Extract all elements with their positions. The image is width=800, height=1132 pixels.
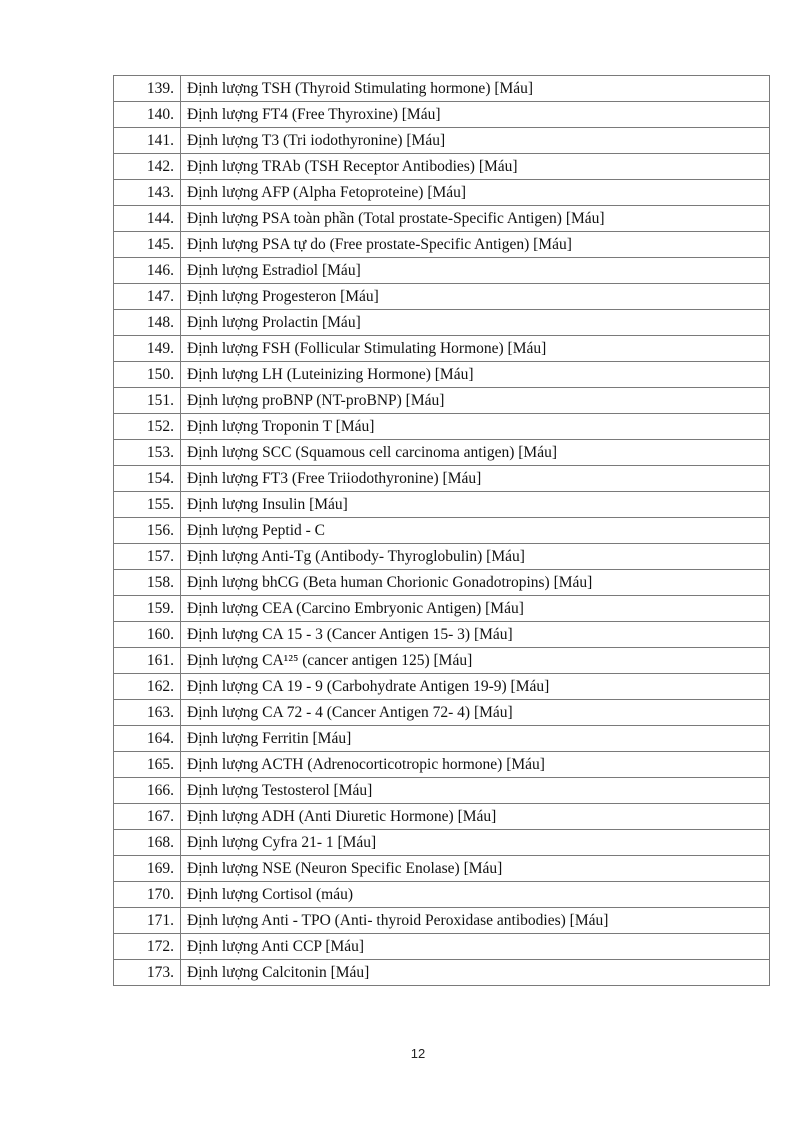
row-text: Định lượng Estradiol [Máu] <box>181 258 770 284</box>
table-row <box>114 336 770 362</box>
row-number: 154. <box>114 466 181 492</box>
table-row <box>114 388 770 414</box>
table-row <box>114 284 770 310</box>
row-text: Định lượng Progesteron [Máu] <box>181 284 770 310</box>
table-row <box>114 726 770 752</box>
table-row <box>114 128 770 154</box>
row-number: 147. <box>114 284 181 310</box>
row-text: Định lượng Anti - TPO (Anti- thyroid Peroxidase antibodies) [Máu] <box>181 908 770 934</box>
row-text: Định lượng SCC (Squamous cell carcinoma antigen) [Máu] <box>181 440 770 466</box>
row-text: Định lượng AFP (Alpha Fetoproteine) [Máu] <box>181 180 770 206</box>
row-number: 159. <box>114 596 181 622</box>
row-number: 142. <box>114 154 181 180</box>
row-text: Định lượng proBNP (NT-proBNP) [Máu] <box>181 388 770 414</box>
table-row <box>114 466 770 492</box>
row-number: 156. <box>114 518 181 544</box>
table-row <box>114 206 770 232</box>
row-text: Định lượng Calcitonin [Máu] <box>181 960 770 986</box>
row-number: 163. <box>114 700 181 726</box>
row-number: 171. <box>114 908 181 934</box>
table-row <box>114 102 770 128</box>
row-text: Định lượng FSH (Follicular Stimulating Hormone) [Máu] <box>181 336 770 362</box>
row-text: Định lượng FT3 (Free Triiodothyronine) [Máu] <box>181 466 770 492</box>
table-row <box>114 700 770 726</box>
page-number: 12 <box>410 1046 426 1061</box>
row-number: 151. <box>114 388 181 414</box>
row-text: Định lượng CA 72 - 4 (Cancer Antigen 72- 4) [Máu] <box>181 700 770 726</box>
row-text: Định lượng CEA (Carcino Embryonic Antigen) [Máu] <box>181 596 770 622</box>
table-row <box>114 856 770 882</box>
table-row <box>114 544 770 570</box>
row-number: 170. <box>114 882 181 908</box>
table-row <box>114 518 770 544</box>
table-row <box>114 258 770 284</box>
table-row <box>114 804 770 830</box>
row-number: 148. <box>114 310 181 336</box>
row-text: Định lượng ADH (Anti Diuretic Hormone) [Máu] <box>181 804 770 830</box>
row-number: 161. <box>114 648 181 674</box>
row-number: 143. <box>114 180 181 206</box>
row-text: Định lượng LH (Luteinizing Hormone) [Máu] <box>181 362 770 388</box>
row-number: 169. <box>114 856 181 882</box>
row-number: 167. <box>114 804 181 830</box>
row-number: 160. <box>114 622 181 648</box>
row-text: Định lượng Cortisol (máu) <box>181 882 770 908</box>
table-row <box>114 908 770 934</box>
table-row <box>114 310 770 336</box>
row-text: Định lượng Insulin [Máu] <box>181 492 770 518</box>
table-row <box>114 76 770 102</box>
row-text: Định lượng Ferritin [Máu] <box>181 726 770 752</box>
row-number: 166. <box>114 778 181 804</box>
row-text: Định lượng Peptid - C <box>181 518 770 544</box>
row-number: 165. <box>114 752 181 778</box>
table-row <box>114 232 770 258</box>
row-text: Định lượng Prolactin [Máu] <box>181 310 770 336</box>
row-number: 172. <box>114 934 181 960</box>
row-text: Định lượng Anti-Tg (Antibody- Thyroglobulin) [Máu] <box>181 544 770 570</box>
row-text: Định lượng T3 (Tri iodothyronine) [Máu] <box>181 128 770 154</box>
table-row <box>114 622 770 648</box>
row-text: Định lượng CA¹²⁵ (cancer antigen 125) [Máu] <box>181 648 770 674</box>
test-list-table-body <box>114 76 770 986</box>
row-text: Định lượng Testosterol [Máu] <box>181 778 770 804</box>
table-row <box>114 752 770 778</box>
row-text: Định lượng ACTH (Adrenocorticotropic hormone) [Máu] <box>181 752 770 778</box>
test-list-table <box>113 75 770 986</box>
table-row <box>114 960 770 986</box>
row-text: Định lượng PSA toàn phần (Total prostate-Specific Antigen) [Máu] <box>181 206 770 232</box>
row-number: 139. <box>114 76 181 102</box>
row-text: Định lượng Anti CCP [Máu] <box>181 934 770 960</box>
table-row <box>114 882 770 908</box>
table-row <box>114 154 770 180</box>
table-row <box>114 596 770 622</box>
table-row <box>114 440 770 466</box>
table-row <box>114 570 770 596</box>
row-text: Định lượng TRAb (TSH Receptor Antibodies) [Máu] <box>181 154 770 180</box>
table-row <box>114 492 770 518</box>
row-text: Định lượng CA 15 - 3 (Cancer Antigen 15- 3) [Máu] <box>181 622 770 648</box>
row-number: 173. <box>114 960 181 986</box>
row-number: 145. <box>114 232 181 258</box>
row-number: 153. <box>114 440 181 466</box>
row-number: 168. <box>114 830 181 856</box>
row-number: 144. <box>114 206 181 232</box>
row-number: 157. <box>114 544 181 570</box>
table-row <box>114 934 770 960</box>
table-row <box>114 180 770 206</box>
row-text: Định lượng Troponin T [Máu] <box>181 414 770 440</box>
row-number: 140. <box>114 102 181 128</box>
row-number: 158. <box>114 570 181 596</box>
row-text: Định lượng TSH (Thyroid Stimulating hormone) [Máu] <box>181 76 770 102</box>
row-text: Định lượng FT4 (Free Thyroxine) [Máu] <box>181 102 770 128</box>
table-row <box>114 362 770 388</box>
table-row <box>114 830 770 856</box>
row-number: 141. <box>114 128 181 154</box>
row-number: 149. <box>114 336 181 362</box>
row-text: Định lượng NSE (Neuron Specific Enolase) [Máu] <box>181 856 770 882</box>
table-row <box>114 674 770 700</box>
row-text: Định lượng PSA tự do (Free prostate-Specific Antigen) [Máu] <box>181 232 770 258</box>
row-number: 146. <box>114 258 181 284</box>
row-number: 162. <box>114 674 181 700</box>
table-row <box>114 778 770 804</box>
row-number: 152. <box>114 414 181 440</box>
table-row <box>114 648 770 674</box>
table-row <box>114 414 770 440</box>
row-number: 155. <box>114 492 181 518</box>
row-text: Định lượng Cyfra 21- 1 [Máu] <box>181 830 770 856</box>
row-number: 164. <box>114 726 181 752</box>
row-text: Định lượng CA 19 - 9 (Carbohydrate Antigen 19-9) [Máu] <box>181 674 770 700</box>
row-number: 150. <box>114 362 181 388</box>
row-text: Định lượng bhCG (Beta human Chorionic Gonadotropins) [Máu] <box>181 570 770 596</box>
